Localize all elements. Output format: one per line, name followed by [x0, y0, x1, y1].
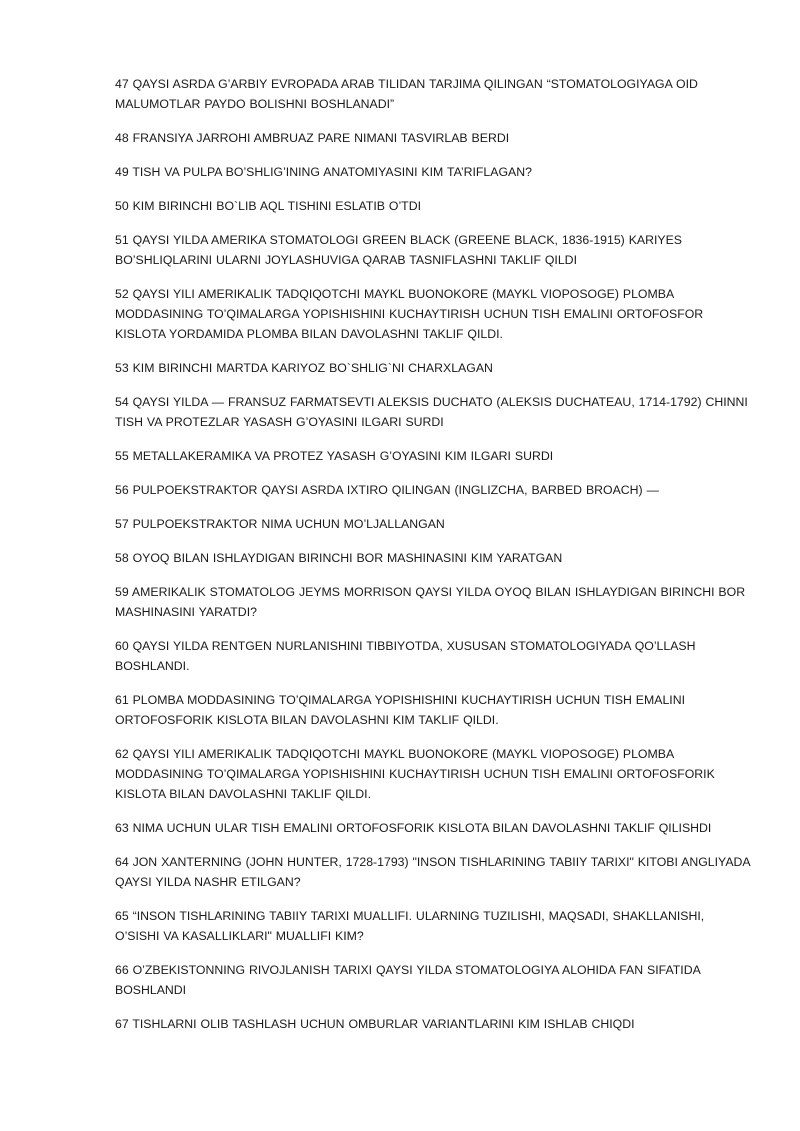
question-item: 63 NIMA UCHUN ULAR TISH EMALINI ORTOFOSFORIK KISLOTA BILAN DAVOLASHNI TAKLIF QILISHDI	[115, 821, 712, 835]
question-item: 54 QAYSI YILDA — FRANSUZ FARMATSEVTI ALEKSIS DUCHATO (ALEKSIS DUCHATEAU, 1714-1792) CHINNI TISH VA PROTEZLAR YASASH G’OYASINI ILGARI SURDI	[115, 395, 748, 429]
question-item: 59 AMERIKALIK STOMATOLOG JEYMS MORRISON QAYSI YILDA OYOQ BILAN ISHLAYDIGAN BIRINCHI BOR MASHINASINI YARATDI?	[115, 585, 746, 619]
document-page	[115, 74, 750, 1048]
question-item: 61 PLOMBA MODDASINING TO’QIMALARGA YOPISHISHINI KUCHAYTIRISH UCHUN TISH EMALINI ORTOFOSFORIK KISLOTA BILAN DAVOLASHNI KIM TAKLIF QILDI.	[115, 693, 686, 727]
question-item: 65 “INSON TISHLARINING TABIIY TARIXI MUALLIFI. ULARNING TUZILISHI, MAQSADI, SHAKLLANISHI, O’SISHI VA KASALLIKLARI" MUALLIFI KIM?	[115, 909, 705, 943]
question-item: 66 O’ZBEKISTONNING RIVOJLANISH TARIXI QAYSI YILDA STOMATOLOGIYA ALOHIDA FAN SIFATIDA BOSHLANDI	[115, 963, 701, 997]
question-item: 47 QAYSI ASRDA G’ARBIY EVROPADA ARAB TILIDAN TARJIMA QILINGAN “STOMATOLOGIYAGA OID MALUMOTLAR PAYDO BOLISHNI BOSHLANADI”	[115, 77, 698, 111]
question-item: 64 JON XANTERNING (JOHN HUNTER, 1728-1793) "INSON TISHLARINING TABIIY TARIXI" KITOBI ANGLIYADA QAYSI YILDA NASHR ETILGAN?	[115, 855, 750, 889]
question-item: 67 TISHLARNI OLIB TASHLASH UCHUN OMBURLAR VARIANTLARINI KIM ISHLAB CHIQDI	[115, 1017, 635, 1031]
question-item: 60 QAYSI YILDA RENTGEN NURLANISHINI TIBBIYOTDA, XUSUSAN STOMATOLOGIYADA QO’LLASH BOSHLANDI.	[115, 639, 696, 673]
question-item: 58 OYOQ BILAN ISHLAYDIGAN BIRINCHI BOR MASHINASINI KIM YARATGAN	[115, 551, 563, 565]
question-item: 57 PULPOEKSTRAKTOR NIMA UCHUN MO’LJALLANGAN	[115, 517, 445, 531]
question-item: 50 KIM BIRINCHI BO`LIB AQL TISHINI ESLATIB O’TDI	[115, 199, 421, 213]
question-item: 62 QAYSI YILI AMERIKALIK TADQIQOTCHI MAYKL BUONOKORE (MAYKL VIOPOSOGE) PLOMBA MODDASINING TO’QIMALARGA YOPISHISHINI KUCHAYTIRISH UCHUN TISH EMALINI ORTOFOSFORIK KISLOTA BILAN DAVOLASHNI TAKLIF QILDI.	[115, 747, 715, 801]
question-item: 52 QAYSI YILI AMERIKALIK TADQIQOTCHI MAYKL BUONOKORE (MAYKL VIOPOSOGE) PLOMBA MODDASINING TO’QIMALARGA YOPISHISHINI KUCHAYTIRISH UCHUN TISH EMALINI ORTOFOSFOR KISLOTA YORDAMIDA PLOMBA BILAN DAVOLASHNI TAKLIF QILDI.	[115, 287, 704, 341]
question-item: 48 FRANSIYA JARROHI AMBRUAZ PARE NIMANI TASVIRLAB BERDI	[115, 131, 510, 145]
question-item: 55 METALLAKERAMIKA VA PROTEZ YASASH G’OYASINI KIM ILGARI SURDI	[115, 449, 554, 463]
question-item: 56 PULPOEKSTRAKTOR QAYSI ASRDA IXTIRO QILINGAN (INGLIZCHA, BARBED BROACH) —	[115, 483, 659, 497]
question-item: 53 KIM BIRINCHI MARTDA KARIYOZ BO`SHLIG`NI CHARXLAGAN	[115, 361, 493, 375]
question-item: 51 QAYSI YILDA AMERIKA STOMATOLOGI GREEN BLACK (GREENE BLACK, 1836-1915) KARIYES BO’SHLIQLARINI ULARNI JOYLASHUVIGA QARAB TASNIFLASHNI TAKLIF QILDI	[115, 233, 683, 267]
question-item: 49 TISH VA PULPA BO’SHLIG’INING ANATOMIYASINI KIM TA’RIFLAGAN?	[115, 165, 532, 179]
